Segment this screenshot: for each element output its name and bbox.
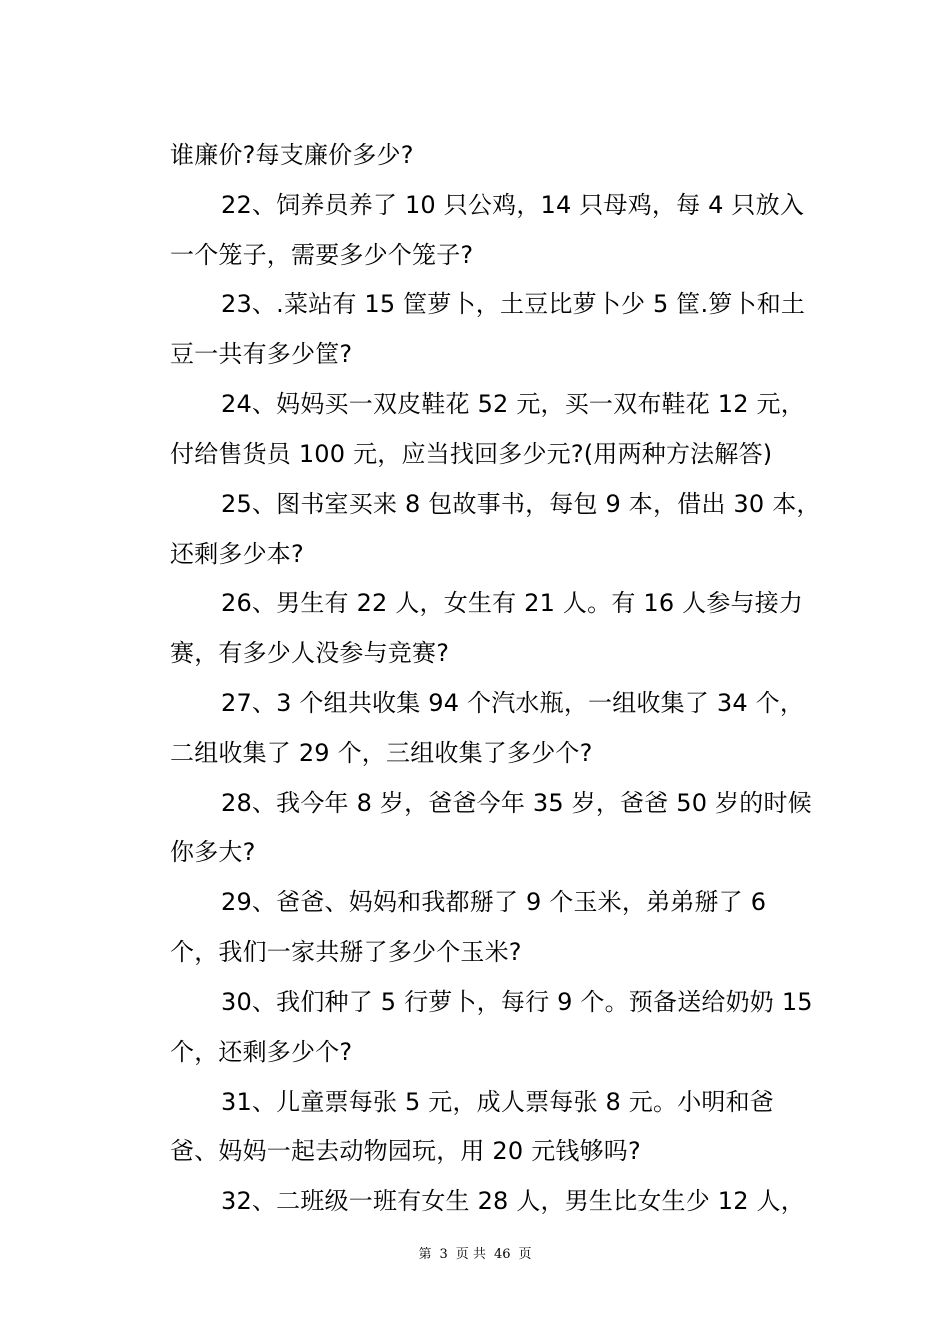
page-footer [0,1245,950,1265]
problem-24-line-1: 24、妈妈买一双皮鞋花 52 元，买一双布鞋花 12 元， [221,390,805,418]
problem-29-line-2: 个，我们一家共掰了多少个玉米? [170,938,522,966]
footer-label-end: 页 [518,1247,532,1262]
footer-total-pages: 46 [493,1247,511,1262]
problem-27-line-1: 27、3 个组共收集 94 个汽水瓶，一组收集了 34 个， [221,689,805,717]
problem-29-line-1: 29、爸爸、妈妈和我都掰了 9 个玉米，弟弟掰了 6 [221,888,767,916]
problem-25-line-1: 25、图书室买来 8 包故事书，每包 9 本，借出 30 本， [221,490,821,518]
footer-page-number: 3 [439,1247,448,1262]
problem-28-line-1: 28、我今年 8 岁，爸爸今年 35 岁，爸爸 50 岁的时候 [221,789,812,817]
problem-24-line-2: 付给售货员 100 元，应当找回多少元?(用两种方法解答) [170,440,773,468]
problem-31-line-1: 31、儿童票每张 5 元，成人票每张 8 元。小明和爸 [221,1088,774,1116]
problem-30-line-2: 个，还剩多少个? [170,1038,353,1066]
problem-23-line-2: 豆一共有多少筐? [170,340,353,368]
problem-31-line-2: 爸、妈妈一起去动物园玩，用 20 元钱够吗? [170,1137,641,1165]
footer-label-page: 第 [418,1247,432,1262]
problem-26-line-1: 26、男生有 22 人，女生有 21 人。有 16 人参与接力 [221,589,804,617]
problem-32-line-1: 32、二班级一班有女生 28 人，男生比女生少 12 人， [221,1187,805,1215]
problem-27-line-2: 二组收集了 29 个，三组收集了多少个? [170,739,593,767]
problem-26-line-2: 赛，有多少人没参与竞赛? [170,639,450,667]
problem-22-line-1: 22、饲养员养了 10 只公鸡，14 只母鸡，每 4 只放入 [221,191,805,219]
problem-28-line-2: 你多大? [170,838,256,866]
problem-25-line-2: 还剩多少本? [170,540,304,568]
text-line: 谁廉价?每支廉价多少? [170,141,414,169]
footer-label-of: 页 共 [455,1247,486,1262]
problem-30-line-1: 30、我们种了 5 行萝卜，每行 9 个。预备送给奶奶 15 [221,988,813,1016]
problem-23-line-1: 23、.菜站有 15 筐萝卜，土豆比萝卜少 5 筐.箩卜和土 [221,290,806,318]
problem-22-line-2: 一个笼子，需要多少个笼子? [170,241,474,269]
